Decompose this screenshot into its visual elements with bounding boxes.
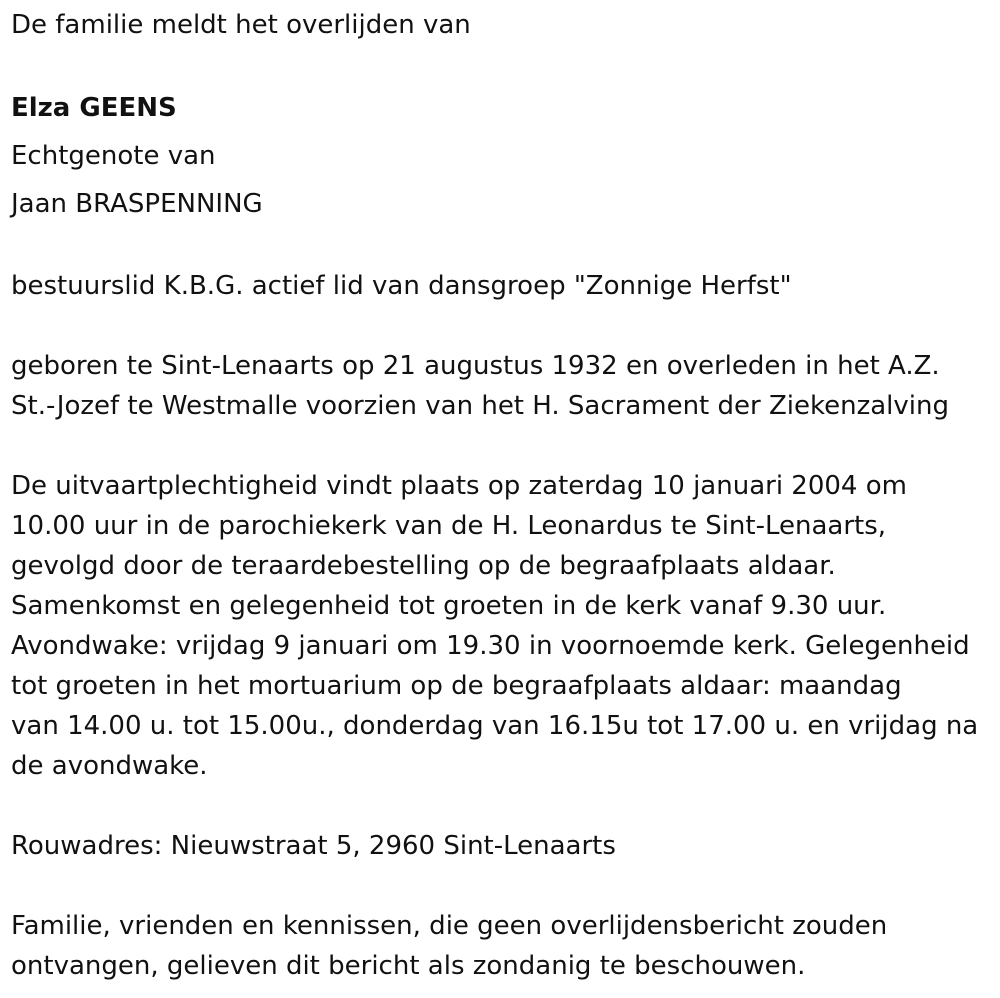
paragraph-line: van 14.00 u. tot 15.00u., donderdag van 16.15u tot 17.00 u. en vrijdag na	[11, 711, 979, 741]
spouse-name: Jaan BRASPENNING	[11, 189, 263, 219]
paragraph-line: Samenkomst en gelegenheid tot groeten in de kerk vanaf 9.30 uur.	[11, 591, 887, 621]
closing-paragraph	[11, 906, 996, 986]
deceased-name: Elza GEENS	[11, 93, 177, 123]
deceased-block	[11, 84, 996, 228]
paragraph-line: ontvangen, gelieven dit bericht als zondanig te beschouwen.	[11, 951, 806, 981]
obituary-notice	[11, 0, 996, 986]
paragraph-line: Familie, vrienden en kennissen, die geen overlijdensbericht zouden	[11, 911, 888, 941]
paragraph-line: De uitvaartplechtigheid vindt plaats op zaterdag 10 januari 2004 om	[11, 471, 907, 501]
relation-text: Echtgenote van	[11, 141, 216, 171]
paragraph-line: gevolgd door de teraardebestelling op de begraafplaats aldaar.	[11, 551, 836, 581]
birth-death-paragraph	[11, 346, 996, 426]
intro-text: De familie meldt het overlijden van	[11, 10, 471, 40]
paragraph-line: tot groeten in het mortuarium op de begraafplaats aldaar: maandag	[11, 671, 902, 701]
funeral-paragraph	[11, 466, 996, 786]
paragraph-line: 10.00 uur in de parochiekerk van de H. Leonardus te Sint-Lenaarts,	[11, 511, 887, 541]
paragraph-line: de avondwake.	[11, 751, 208, 781]
paragraph-line: Avondwake: vrijdag 9 januari om 19.30 in voornoemde kerk. Gelegenheid	[11, 631, 970, 661]
paragraph-line: geboren te Sint-Lenaarts op 21 augustus 1932 en overleden in het A.Z.	[11, 351, 940, 381]
role-text: bestuurslid K.B.G. actief lid van dansgroep "Zonnige Herfst"	[11, 271, 792, 301]
address-text: Rouwadres: Nieuwstraat 5, 2960 Sint-Lenaarts	[11, 831, 616, 861]
paragraph-line: St.-Jozef te Westmalle voorzien van het H. Sacrament der Ziekenzalving	[11, 391, 949, 421]
